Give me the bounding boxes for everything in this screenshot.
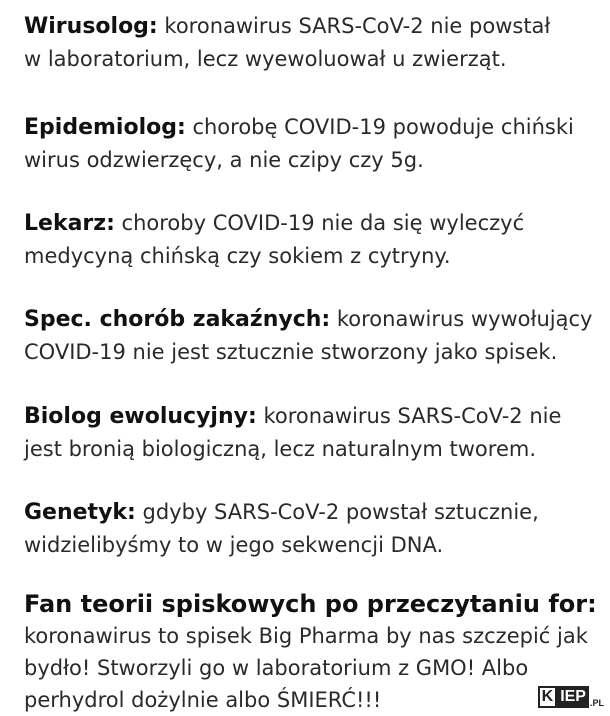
entry-line-2: bydło! Stworzyli go w laboratorium z GMO! Albo — [24, 656, 529, 680]
entry-line-1 — [24, 496, 539, 529]
entry-biolog-ewolucyjny — [24, 400, 561, 465]
entry-lekarz — [24, 207, 524, 272]
entry-line-1 — [24, 111, 574, 144]
entry-line-1 — [24, 10, 550, 43]
entry-text: gdyby SARS-CoV-2 powstał sztucznie, — [135, 500, 539, 524]
entry-label: Wirusolog: — [24, 14, 158, 39]
entry-text: koronawirus SARS-CoV-2 nie powstał — [157, 14, 551, 38]
entry-genetyk — [24, 496, 539, 561]
entry-line-1 — [24, 207, 524, 240]
entry-line-2: wirus odzwierzęcy, a nie czipy czy 5g. — [24, 148, 424, 172]
entry-label: Genetyk: — [24, 500, 136, 525]
entry-line-1: koronawirus to spisek Big Pharma by nas szczepić jak — [24, 624, 588, 648]
entry-line-3: perhydrol dożylnie albo ŚMIERĆ!!! — [24, 688, 382, 712]
entry-spec-chorob-zakaznych — [24, 303, 593, 368]
watermark-k: K — [538, 686, 558, 708]
entry-line-2: widzielibyśmy to w jego sekwencji DNA. — [24, 533, 444, 557]
entry-text: koronawirus SARS-CoV-2 nie — [256, 404, 562, 428]
watermark-tld: .PL — [589, 698, 604, 708]
entry-label: Fan teorii spiskowych po przeczytaniu for: — [24, 590, 597, 618]
entry-wirusolog — [24, 10, 550, 75]
entry-line-1 — [24, 303, 593, 336]
watermark-iep: IEP — [557, 686, 589, 708]
entry-fan-teorii-spiskowych — [24, 588, 597, 716]
entry-text: koronawirus wywołujący — [330, 307, 593, 331]
entry-line-2: w laboratorium, lecz wyewoluował u zwierząt. — [24, 47, 507, 71]
entry-line-2: medycyną chińską czy sokiem z cytryny. — [24, 244, 451, 268]
entry-line-1 — [24, 400, 561, 433]
entry-text: chorobę COVID-19 powoduje chiński — [185, 115, 574, 139]
entry-epidemiolog — [24, 111, 574, 176]
entry-line-2: COVID-19 nie jest sztucznie stworzony jako spisek. — [24, 340, 558, 364]
entry-label: Lekarz: — [24, 211, 115, 236]
entry-label: Biolog ewolucyjny: — [24, 404, 257, 429]
entry-label: Spec. chorób zakaźnych: — [24, 307, 331, 332]
entry-text: choroby COVID-19 nie da się wyleczyć — [114, 211, 525, 235]
entry-line-2: jest bronią biologiczną, lecz naturalnym tworem. — [24, 437, 537, 461]
entry-label: Epidemiolog: — [24, 115, 186, 140]
kiep-watermark-logo — [538, 686, 604, 708]
